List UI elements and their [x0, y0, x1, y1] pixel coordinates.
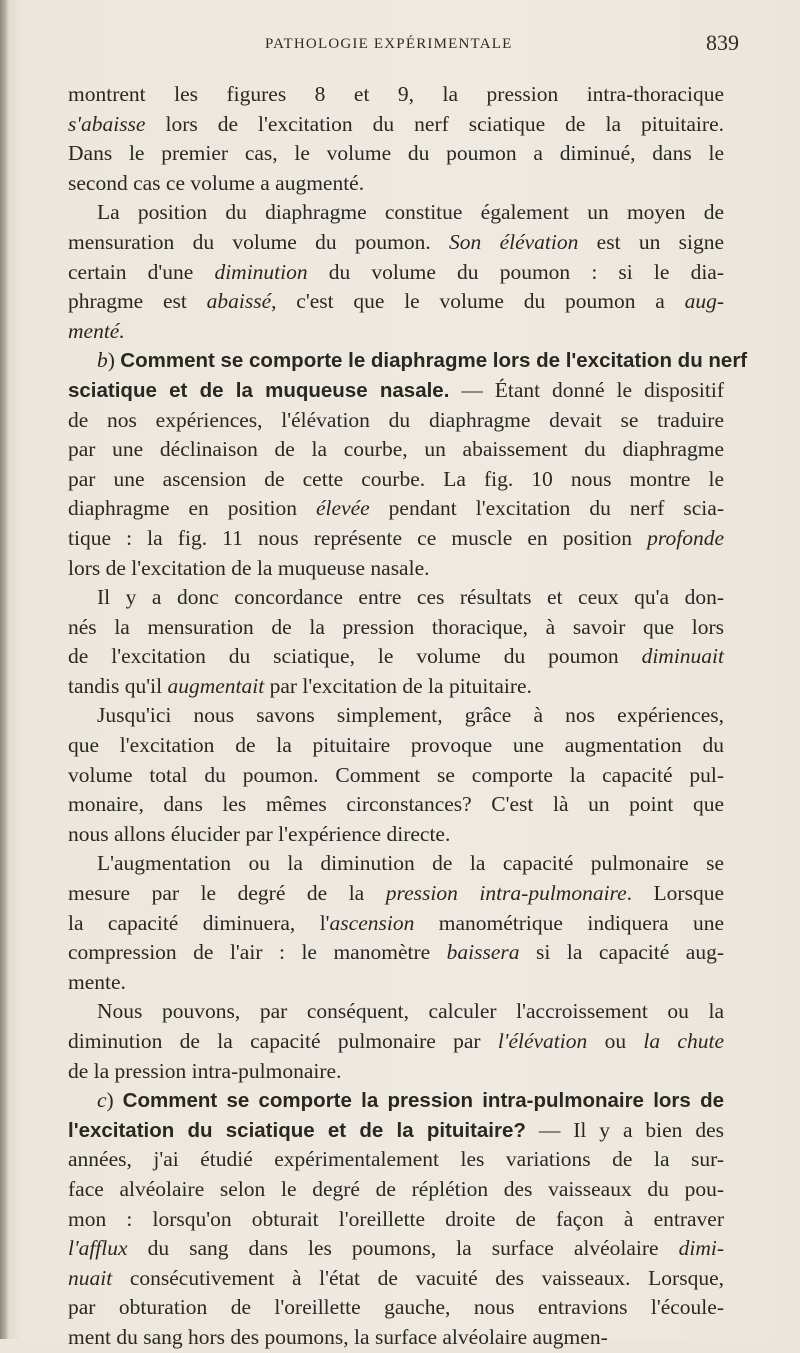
running-head: PATHOLOGIE EXPÉRIMENTALE [265, 36, 513, 52]
text-line [68, 465, 724, 495]
text-segment: de la pression intra-pulmonaire. [68, 1058, 342, 1083]
italic-text: nuait [68, 1265, 113, 1290]
text-segment: de l'excitation du sciatique, le volume du poumon [68, 644, 642, 669]
text-segment: , c'est que le volume du poumon a [271, 289, 685, 314]
text-segment: ) [107, 348, 121, 373]
text-line [68, 672, 724, 702]
bold-heading-text: l'excitation du sciatique et de la pituitaire? [68, 1118, 526, 1142]
italic-text: profonde [647, 525, 724, 550]
text-segment: pendant l'excitation du nerf scia- [369, 496, 724, 521]
text-line [68, 80, 724, 110]
text-segment: mensuration du volume du poumon. [68, 229, 450, 254]
text-segment: tique : la fig. 11 nous représente ce muscle en position [68, 525, 648, 550]
page-header [0, 30, 800, 60]
text-segment: second cas ce volume a augmenté. [68, 170, 365, 195]
text-segment: montrent les figures 8 et 9, la pression intra-thoracique [68, 82, 724, 106]
text-line [68, 169, 724, 199]
text-segment: consécutivement à l'état de vacuité des vaisseaux. Lorsque, [112, 1265, 724, 1290]
page-number: 839 [706, 30, 739, 55]
text-segment: mente. [68, 969, 126, 994]
italic-text: s'abaisse [68, 111, 146, 136]
text-segment: années, j'ai étudié expérimentalement les variations de la sur- [68, 1147, 724, 1172]
italic-text: abaissé [206, 289, 272, 314]
text-segment: par une déclinaison de la courbe, un abaissement du diaphragme [68, 437, 724, 462]
text-line [68, 1116, 724, 1146]
text-segment: par l'excitation de la pituitaire. [264, 673, 532, 698]
text-segment: de nos expériences, l'élévation du diaphragme devait se traduire [68, 407, 724, 432]
italic-text: Son élévation [449, 229, 579, 254]
text-segment: certain d'une [68, 259, 215, 284]
italic-text: diminution [214, 259, 308, 284]
text-segment: — Étant donné le dispositif [449, 377, 724, 402]
text-segment: ment du sang hors des poumons, la surface alvéolaire augmen- [68, 1324, 608, 1349]
text-segment: Dans le premier cas, le volume du poumon a diminué, dans le [68, 141, 724, 166]
text-segment: . Lorsque [626, 881, 725, 906]
text-segment: manométrique indiquera une [414, 910, 724, 935]
text-line [68, 1057, 724, 1087]
text-segment: Il y a donc concordance entre ces résultats et ceux qu'a don- [97, 585, 724, 610]
text-segment: L'augmentation ou la diminution de la capacité pulmonaire se [97, 851, 724, 876]
text-line [68, 110, 724, 140]
text-line [68, 1205, 724, 1235]
text-line [68, 139, 724, 169]
text-line [68, 761, 724, 791]
text-segment: monaire, dans les mêmes circonstances? C'est là un point que [68, 792, 724, 817]
italic-text: l'afflux [68, 1236, 128, 1261]
italic-text: la chute [643, 1029, 724, 1053]
text-segment: par obturation de l'oreillette gauche, nous entravions l'écoule- [68, 1295, 724, 1320]
text-segment: la capacité diminuera, l' [68, 910, 330, 935]
bold-heading-text: Comment se comporte le diaphragme lors de l'excitation du nerf [120, 349, 748, 373]
text-line [68, 1175, 724, 1205]
text-segment: La position du diaphragme constitue également un moyen de [97, 200, 724, 225]
text-line [68, 346, 748, 376]
text-line [68, 790, 724, 820]
italic-text: augmentait [167, 673, 265, 698]
italic-text: aug- [684, 289, 724, 314]
text-segment: ou [587, 1029, 644, 1053]
text-line [68, 997, 724, 1027]
text-line [68, 701, 724, 731]
text-line [68, 938, 724, 968]
italic-text: pression intra-pulmonaire [385, 881, 627, 906]
text-segment: lors de l'excitation de la muqueuse nasale. [68, 555, 430, 580]
text-segment: mesure par le degré de la [68, 881, 386, 906]
text-line [68, 1293, 724, 1323]
text-segment: — Il y a bien des [525, 1117, 725, 1142]
italic-text: ascension [329, 910, 415, 935]
text-line [68, 376, 724, 406]
bold-heading-text: Comment se comporte la pression intra-pulmonaire lors de [122, 1089, 724, 1113]
text-line [68, 583, 724, 613]
italic-text: menté. [68, 318, 125, 343]
text-segment: est un signe [578, 229, 724, 254]
text-line [68, 1145, 724, 1175]
text-segment: phragme est [68, 289, 207, 314]
text-segment: compression de l'air : le manomètre [68, 940, 447, 965]
text-segment: face alvéolaire selon le degré de réplétion des vaisseaux du pou- [68, 1176, 724, 1201]
text-segment: du sang dans les poumons, la surface alvéolaire [127, 1236, 679, 1261]
text-segment: mon : lorsqu'on obturait l'oreillette droite de façon à entraver [68, 1206, 724, 1231]
text-line [68, 1234, 724, 1264]
italic-text: c [97, 1088, 107, 1113]
text-line [68, 613, 724, 643]
text-line [68, 909, 724, 939]
text-line [68, 642, 724, 672]
text-segment: ) [106, 1088, 123, 1113]
text-segment: lors de l'excitation du nerf sciatique de la pituitaire. [145, 111, 724, 136]
italic-text: baissera [446, 940, 520, 965]
text-line [68, 879, 724, 909]
text-line [68, 820, 724, 850]
text-line [68, 435, 724, 465]
text-segment: du volume du poumon : si le dia- [307, 259, 725, 284]
text-line [68, 968, 724, 998]
text-segment: Nous pouvons, par conséquent, calculer l'accroissement ou la [97, 999, 724, 1024]
text-segment: par une ascension de cette courbe. La fig. 10 nous montre le [68, 466, 724, 491]
text-segment: si la capacité aug- [519, 940, 724, 965]
text-line [68, 494, 724, 524]
text-line [68, 849, 724, 879]
text-line [68, 406, 724, 436]
italic-text: diminuait [641, 644, 724, 669]
text-line [68, 287, 724, 317]
text-segment: Jusqu'ici nous savons simplement, grâce à nos expériences, [97, 703, 724, 728]
text-line [68, 554, 724, 584]
body-text [68, 80, 748, 1353]
text-line [68, 524, 724, 554]
text-line [68, 198, 724, 228]
text-line [68, 258, 724, 288]
page-binding-edge [0, 0, 9, 1339]
text-segment: nous allons élucider par l'expérience directe. [68, 821, 451, 846]
text-segment: nés la mensuration de la pression thoracique, à savoir que lors [68, 614, 724, 639]
text-line [68, 228, 724, 258]
text-line [68, 1323, 724, 1353]
italic-text: élevée [316, 496, 370, 521]
text-segment: volume total du poumon. Comment se comporte la capacité pul- [68, 762, 724, 787]
text-segment: que l'excitation de la pituitaire provoque une augmentation du [68, 733, 724, 758]
italic-text: dimi- [678, 1236, 724, 1261]
italic-text: l'élévation [497, 1029, 588, 1053]
text-line [68, 1264, 724, 1294]
text-segment: diminution de la capacité pulmonaire par [68, 1029, 498, 1053]
text-line [68, 731, 724, 761]
italic-text: b [97, 348, 108, 373]
bold-heading-text: sciatique et de la muqueuse nasale. [68, 378, 450, 402]
text-segment: tandis qu'il [68, 673, 168, 698]
text-line [68, 1027, 724, 1057]
text-line [68, 1086, 724, 1116]
text-line [68, 317, 724, 347]
text-segment: diaphragme en position [68, 496, 317, 521]
